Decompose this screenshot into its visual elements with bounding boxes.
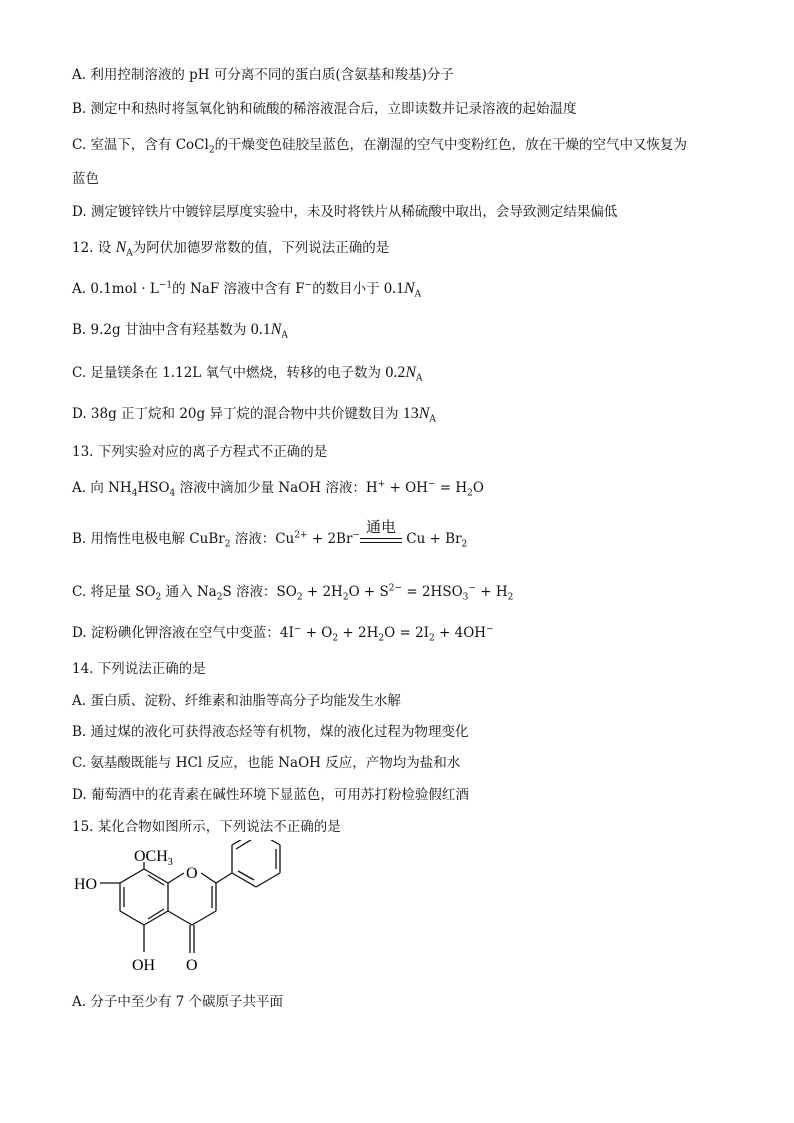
q11-option-a: A. 利用控制溶液的 pH 可分离不同的蛋白质(含氨基和羧基)分子 [72, 67, 454, 83]
q12-option-b: B. 9.2g 甘油中含有羟基数为 $0.1N_A$ [72, 321, 288, 341]
q12-stem: 12. 设 $N_A$为阿伏加德罗常数的值，下列说法正确的是 [72, 239, 390, 259]
q14-option-c: C. 氨基酸既能与 HCl 反应，也能 NaOH 反应，产物均为盐和水 [72, 755, 461, 771]
q11-option-c: C. 室温下，含有 CoCl$_2$的干燥变色硅胶呈蓝色，在潮湿的空气中变粉红色，放在干燥的空气中又恢复为 [72, 137, 688, 156]
keto-oxygen-label: O [186, 957, 198, 974]
electrolysis-condition: 通电 [360, 538, 402, 548]
q11-option-d: D. 测定镀锌铁片中镀锌层厚度实验中，未及时将铁片从稀硫酸中取出，会导致测定结果偏低 [72, 204, 618, 220]
q14-option-a: A. 蛋白质、淀粉、纤维素和油脂等高分子均能发生水解 [72, 693, 401, 709]
q14-option-b: B. 通过煤的液化可获得液态烃等有机物，煤的液化过程为物理变化 [72, 724, 469, 740]
q13-option-c: C. 将足量 $SO_2$ 通入 $Na_2S$ 溶液：$SO_2 + 2H_2O + S^{2-} = 2HSO_3^- + H_2$ [72, 583, 514, 603]
molecule-structure [60, 840, 290, 985]
q11-option-c-continued: 蓝色 [72, 171, 99, 187]
q14-stem: 14. 下列说法正确的是 [72, 661, 206, 677]
oh-label: OH [132, 957, 156, 974]
q13-option-b: B. 用惰性电极电解 CuBr$_2$ 溶液：$Cu^{2+} + 2Br^-$ 通电 $Cu + Br_2$ [72, 518, 468, 550]
q15-stem: 15. 某化合物如图所示，下列说法不正确的是 [72, 819, 341, 835]
q13-option-a: A. 向 $NH_4HSO_4$ 溶液中滴加少量 NaOH 溶液：$H^+ + OH^- = H_2O$ [72, 479, 484, 499]
q13-stem: 13. 下列实验对应的离子方程式不正确的是 [72, 444, 328, 460]
q13-option-d: D. 淀粉碘化钾溶液在空气中变蓝：$4I^- + O_2 + 2H_2O = 2I_2 + 4OH^-$ [72, 624, 494, 644]
q11-option-b: B. 测定中和热时将氢氧化钠和硫酸的稀溶液混合后，立即读数并记录溶液的起始温度 [72, 101, 577, 117]
ho-label: HO [74, 876, 98, 893]
q12-option-a: A. $0.1mol \cdot L^{-1}$的 NaF 溶液中含有 F−的数目小于 $0.1N_A$ [72, 280, 422, 300]
ring-oxygen-label: O [186, 865, 198, 882]
q12-option-d: D. 38g 正丁烷和 20g 异丁烷的混合物中共价键数目为 $13N_A$ [72, 405, 436, 425]
och3-label: $OCH_3$ [134, 848, 173, 868]
q12-option-c: C. 足量镁条在 1.12L 氧气中燃烧，转移的电子数为 $0.2N_A$ [72, 364, 423, 384]
q15-option-a: A. 分子中至少有 7 个碳原子共平面 [72, 994, 284, 1010]
q14-option-d: D. 葡萄酒中的花青素在碱性环境下显蓝色，可用苏打粉检验假红酒 [72, 787, 469, 803]
